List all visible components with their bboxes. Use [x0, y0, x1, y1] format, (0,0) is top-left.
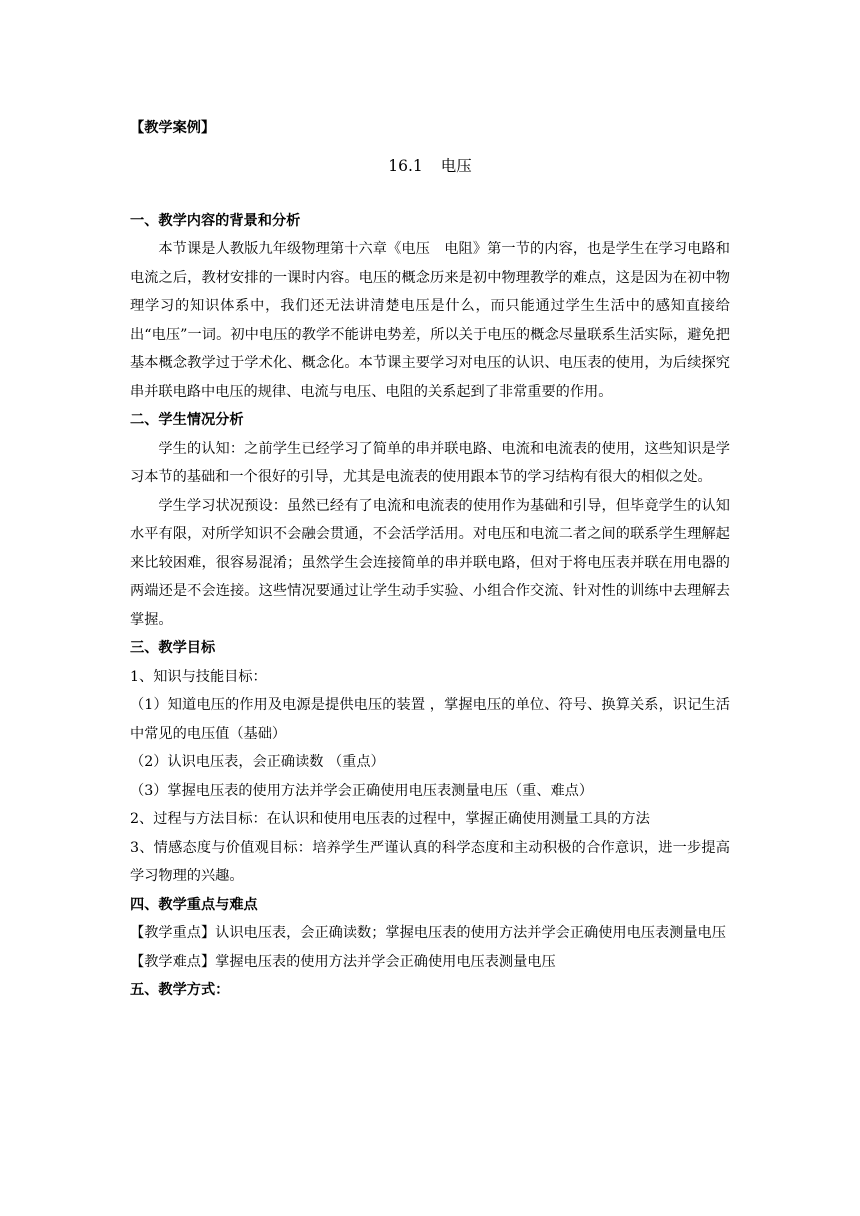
key-point-row: [130, 919, 730, 948]
lesson-title: [130, 143, 730, 181]
document-body: [130, 114, 730, 1005]
goal-process: 2、过程与方法目标：在认识和使用电压表的过程中，掌握正确使用测量工具的方法: [130, 811, 650, 827]
difficulty-label: 【教学难点】: [130, 953, 216, 970]
lesson-number: 16.1: [388, 156, 423, 175]
section-heading-methods: 五、教学方式：: [130, 982, 230, 998]
key-point-label: 【教学重点】: [130, 925, 216, 941]
difficulty-text: 掌握电压表的使用方法并学会正确使用电压表测量电压: [215, 953, 556, 970]
section-heading-goals: 三、教学目标: [130, 640, 216, 656]
students-cognition-paragraph: 学生的认知：之前学生已经学习了简单的串并联电路、电流和电流表的使用，这些知识是学习本节的基础和一个很好的引导，尤其是电流表的使用跟本节的学习结构有很大的相似之处。: [130, 440, 730, 485]
difficulty-row: [130, 948, 730, 977]
goal-attitude: 3、情感态度与价值观目标：培养学生严谨认真的科学态度和主动积极的合作意识，进一步提高学习物理的兴趣。: [130, 839, 730, 884]
students-preset-paragraph: 学生学习状况预设：虽然已经有了电流和电流表的使用作为基础和引导，但毕竟学生的认知水平有限，对所学知识不会融会贯通，不会活学活用。对电压和电流二者之间的联系学生理解起来比较困难，很容易混淆；虽然学生会连接简单的串并联电路，但对于将电压表并联在用电器的两端还是不会连接。这些情况要通过让学生动手实验、小组合作交流、针对性的训练中去理解去掌握。: [130, 497, 730, 628]
case-tag: 【教学案例】: [130, 120, 216, 136]
goal-knowledge: 1、知识与技能目标：: [130, 668, 267, 685]
goal-item-2: （2）认识电压表，会正确读数 （重点）: [130, 754, 385, 770]
goal-item-3: （3）掌握电压表的使用方法并学会正确使用电压表测量电压（重、难点）: [130, 782, 594, 799]
goal-item-1: （1）知道电压的作用及电源是提供电压的装置 ，掌握电压的单位、符号、换算关系，识记生活中常见的电压值（基础）: [130, 697, 730, 742]
section-heading-background: 一、教学内容的背景和分析: [130, 212, 301, 229]
lesson-name: 电压: [440, 156, 472, 175]
section-heading-students: 二、学生情况分析: [130, 412, 244, 428]
background-paragraph: 本节课是人教版九年级物理第十六章《电压 电阻》第一节的内容，也是学生在学习电路和电流之后，教材安排的一课时内容。电压的概念历来是初中物理教学的难点，这是因为在初中物理学习的知识体系中，我们还无法讲清楚电压是什么，而只能通过学生生活中的感知直接给出“电压”一词。初中电压的教学不能讲电势差，所以关于电压的概念尽量联系生活实际，避免把基本概念教学过于学术化、概念化。本节课主要学习对电压的认识、电压表的使用，为后续探究串并联电路中电压的规律、电流与电压、电阻的关系起到了非常重要的作用。: [130, 241, 730, 400]
key-point-text: 认识电压表，会正确读数；掌握电压表的使用方法并学会正确使用电压表测量电压: [215, 925, 726, 941]
section-heading-key-points: 四、教学重点与难点: [130, 896, 258, 913]
